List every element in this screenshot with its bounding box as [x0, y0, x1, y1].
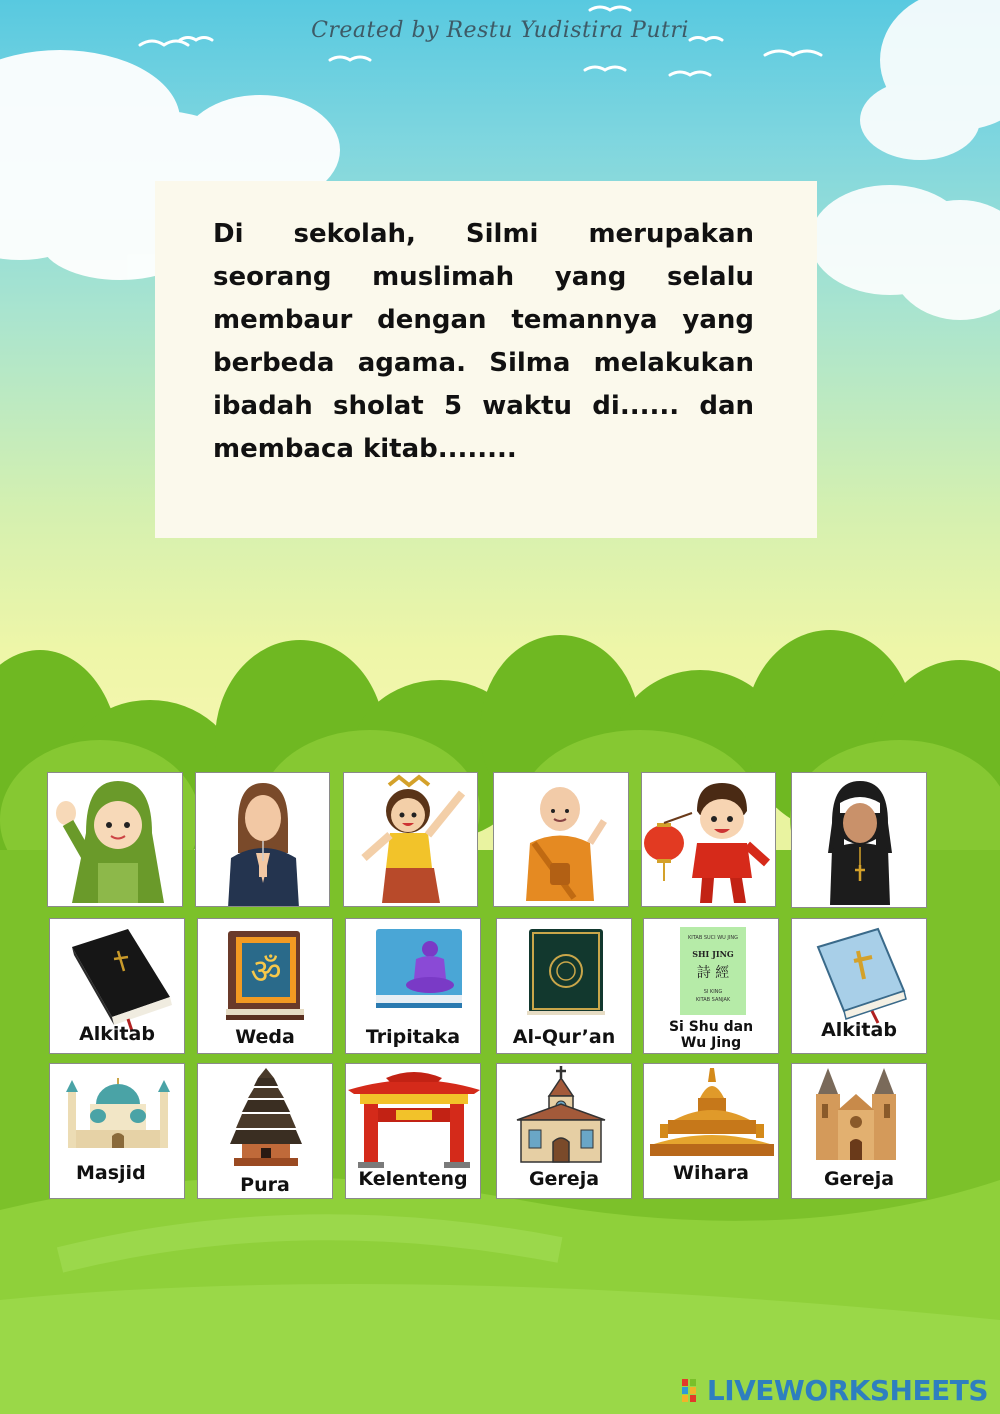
place-label: Gereja: [528, 1168, 600, 1190]
place-tile-wihara[interactable]: [643, 1063, 779, 1199]
book-label: Tripitaka: [365, 1026, 461, 1048]
place-tile-pura[interactable]: [197, 1063, 333, 1199]
svg-text:ॐ: ॐ: [250, 952, 282, 992]
place-label: Masjid: [76, 1162, 146, 1184]
buddhist-monk-icon: [494, 773, 629, 907]
figure-tile-muslim[interactable]: [47, 772, 183, 907]
chinese-boy-lantern-icon: [642, 773, 776, 907]
muslim-girl-hijab-icon: [48, 773, 183, 907]
figure-tile-hindu[interactable]: [343, 772, 478, 907]
place-tile-masjid[interactable]: [49, 1063, 185, 1199]
svg-text:SHI JING: SHI JING: [692, 949, 734, 959]
svg-text:SI KING: SI KING: [703, 989, 723, 995]
place-label: Kelenteng: [358, 1168, 468, 1190]
book-tile-shijing[interactable]: [643, 918, 779, 1054]
liveworksheets-brand: [682, 1374, 988, 1407]
balinese-dancer-girl-icon: [344, 773, 478, 907]
figure-tile-buddhist[interactable]: [493, 772, 629, 907]
book-label: Al-Qur’an: [512, 1026, 616, 1048]
place-label: Pura: [240, 1174, 290, 1196]
book-tile-weda[interactable]: [197, 918, 333, 1054]
cloud-right: [810, 0, 1000, 320]
book-tile-quran[interactable]: [496, 918, 632, 1054]
book-label: Alkitab: [79, 1023, 155, 1045]
place-tile-gereja[interactable]: [496, 1063, 632, 1199]
svg-text:詩 經: 詩 經: [696, 965, 730, 981]
credit-text: Created by Restu Yudistira Putri: [311, 18, 689, 43]
book-tile-alkitab-black[interactable]: [49, 918, 185, 1054]
figure-tile-christian[interactable]: [195, 772, 330, 907]
svg-text:KITAB SUCI WU JING: KITAB SUCI WU JING: [687, 935, 739, 941]
figure-tile-catholic[interactable]: [791, 772, 927, 908]
book-label: Si Shu dan Wu Jing: [668, 1019, 754, 1051]
question-card: [155, 181, 817, 538]
book-label: Weda: [235, 1026, 295, 1048]
place-tile-kelenteng[interactable]: [345, 1063, 481, 1199]
christian-woman-praying-icon: [196, 773, 330, 907]
brand-text: LIVEWORKSHEETS: [706, 1374, 988, 1407]
liveworksheets-logo-icon: [682, 1379, 704, 1403]
question-text: Di sekolah, Silmi merupakan seorang muslimah yang selalu membaur dengan temannya yang berbeda agama. Silma melakukan ibadah sholat 5 waktu di...... dan membaca kitab........: [213, 219, 754, 464]
place-label: Wihara: [672, 1162, 749, 1184]
book-label: Alkitab: [821, 1019, 897, 1041]
figure-tile-confucian[interactable]: [641, 772, 776, 907]
place-tile-gereja-cathedral[interactable]: [791, 1063, 927, 1199]
place-label: Gereja: [823, 1168, 895, 1190]
catholic-nun-icon: [792, 773, 927, 908]
book-tile-alkitab-blue[interactable]: [791, 918, 927, 1054]
svg-text:KITAB SANJAK: KITAB SANJAK: [695, 997, 731, 1003]
book-tile-tripitaka[interactable]: [345, 918, 481, 1054]
